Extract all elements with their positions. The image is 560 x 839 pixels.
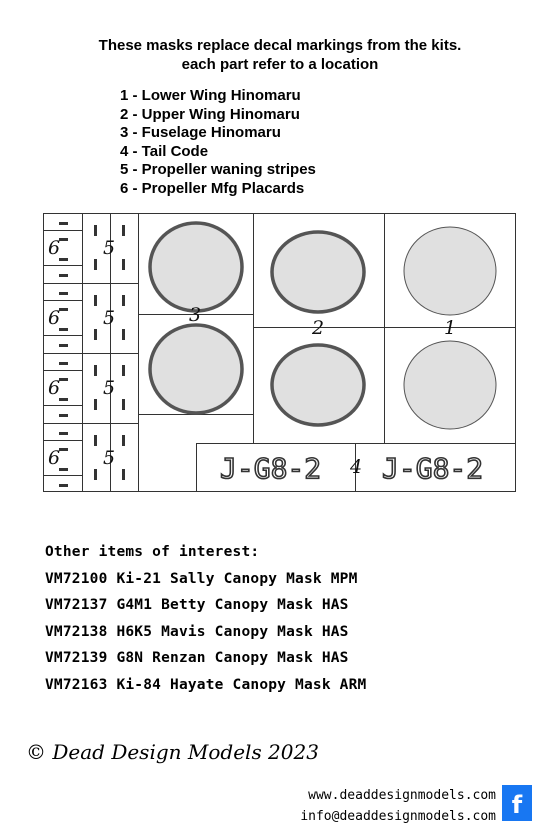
- placard-mark: [59, 378, 68, 381]
- legend-item: 4 - Tail Code: [120, 142, 209, 160]
- legend-item: 6 - Propeller Mfg Placards: [120, 179, 305, 197]
- product-item: VM72138 H6K5 Mavis Canopy Mask HAS: [45, 623, 349, 640]
- product-item: VM72100 Ki-21 Sally Canopy Mask MPM: [45, 570, 358, 587]
- product-item: VM72137 G4M1 Betty Canopy Mask HAS: [45, 597, 349, 613]
- label-5: 5: [103, 307, 116, 329]
- label-6: 6: [48, 447, 61, 469]
- placard-mark: [59, 308, 68, 311]
- lower-wing-hinomaru-disc: [404, 341, 496, 429]
- stripe-mark: [122, 259, 125, 270]
- placard-mark: [59, 414, 68, 417]
- legend-item: 3 - Fuselage Hinomaru: [120, 124, 281, 141]
- fuselage-hinomaru-disc: [150, 325, 242, 413]
- placard-mark: [59, 292, 68, 295]
- placard-mark: [59, 468, 68, 471]
- placard-mark: [59, 258, 68, 261]
- stripe-mark: [94, 435, 97, 446]
- contact-info: [300, 785, 496, 827]
- placard-mark: [59, 448, 68, 451]
- legend-item: 2 - Upper Wing Hinomaru: [120, 105, 300, 123]
- stripe-mark: [94, 295, 97, 306]
- label-3: 3: [189, 304, 202, 326]
- placard-mark: [59, 328, 68, 331]
- stripe-mark: [94, 329, 97, 340]
- label-5: 5: [103, 377, 116, 399]
- product-item: VM72163 Ki-84 Hayate Canopy Mask ARM: [45, 676, 367, 693]
- placard-mark: [59, 238, 68, 241]
- placard-mark: [59, 398, 68, 401]
- label-1: 1: [444, 317, 457, 339]
- upper-wing-hinomaru-disc: [272, 232, 364, 312]
- placard-mark: [59, 362, 68, 365]
- header-line-2: each part refer to a location: [181, 56, 379, 73]
- stripe-mark: [122, 399, 125, 410]
- stripe-mark: [122, 469, 125, 480]
- lower-wing-hinomaru-disc: [404, 227, 496, 315]
- copyright: © Dead Design Models 2023: [26, 740, 319, 764]
- website-link[interactable]: www.deaddesignmodels.com: [308, 788, 496, 803]
- facebook-icon[interactable]: f: [502, 785, 532, 821]
- other-items: [45, 539, 366, 698]
- stripe-mark: [94, 399, 97, 410]
- product-item: VM72139 G8N Renzan Canopy Mask HAS: [45, 650, 349, 666]
- stripe-mark: [122, 329, 125, 340]
- stripe-mark: [94, 469, 97, 480]
- stripe-mark: [94, 225, 97, 236]
- stripe-mark: [94, 365, 97, 376]
- label-6: 6: [48, 307, 61, 329]
- legend-item: 5 - Propeller waning stripes: [120, 161, 316, 178]
- other-items-title: Other items of interest:: [45, 544, 260, 560]
- stripe-mark: [122, 435, 125, 446]
- label-4: 4: [350, 456, 363, 478]
- label-2: 2: [312, 317, 325, 339]
- placard-mark: [59, 484, 68, 487]
- legend-item: 1 - Lower Wing Hinomaru: [120, 87, 301, 104]
- upper-wing-hinomaru-disc: [272, 345, 364, 425]
- stripe-mark: [122, 295, 125, 306]
- tail-code: J-G8-2: [382, 452, 484, 485]
- label-6: 6: [48, 237, 61, 259]
- tail-code: J-G8-2: [220, 452, 322, 485]
- label-5: 5: [103, 237, 116, 259]
- stripe-mark: [122, 365, 125, 376]
- email-link[interactable]: info@deaddesignmodels.com: [300, 809, 496, 824]
- stripe-mark: [122, 225, 125, 236]
- fuselage-hinomaru-disc: [150, 223, 242, 311]
- placard-mark: [59, 344, 68, 347]
- label-5: 5: [103, 447, 116, 469]
- placard-mark: [59, 222, 68, 225]
- label-6: 6: [48, 377, 61, 399]
- placard-mark: [59, 432, 68, 435]
- placard-mark: [59, 274, 68, 277]
- header-line-1: These masks replace decal markings from the kits.: [98, 37, 462, 54]
- stripe-mark: [94, 259, 97, 270]
